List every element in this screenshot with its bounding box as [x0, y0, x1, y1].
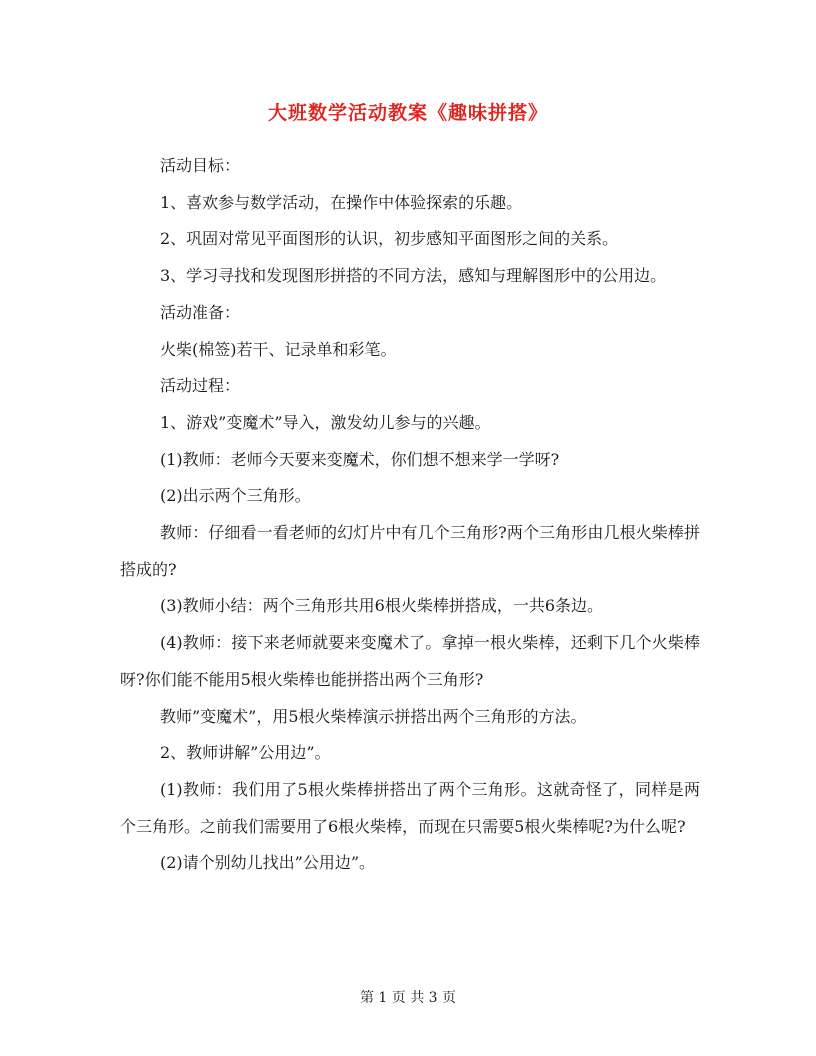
paragraph: (3)教师小结：两个三角形共用6根火柴棒拼搭成，一共6条边。 [160, 596, 604, 616]
document-title: 大班数学活动教案《趣味拼搭》 [267, 102, 548, 124]
paragraph: (2)出示两个三角形。 [160, 486, 311, 506]
paragraph: 教师：仔细看一看老师的幻灯片中有几个三角形?两个三角形由几根火柴棒拼搭成的? [120, 523, 700, 579]
paragraph: (1)教师：我们用了5根火柴棒拼搭出了两个三角形。这就奇怪了，同样是两个三角形。之前我们需要用了6根火柴棒，而现在只需要5根火柴棒呢?为什么呢? [120, 779, 700, 836]
paragraph: 3、学习寻找和发现图形拼搭的不同方法，感知与理解图形中的公用边。 [160, 266, 667, 286]
page-footer: 第 1 页 共 3 页 [359, 990, 457, 1006]
paragraph: 火柴(棉签)若干、记录单和彩笔。 [160, 339, 397, 359]
paragraph: 2、巩固对常见平面图形的认识，初步感知平面图形之间的关系。 [160, 229, 619, 249]
paragraph: 1、喜欢参与数学活动，在操作中体验探索的乐趣。 [160, 192, 523, 212]
paragraph: 1、游戏”变魔术”导入，激发幼儿参与的兴趣。 [160, 412, 491, 432]
paragraph: (1)教师：老师今天要来变魔术，你们想不想来学一学呀? [160, 449, 560, 469]
paragraph: 活动准备： [160, 302, 241, 322]
paragraph: (2)请个别幼儿找出”公用边”。 [160, 853, 376, 873]
paragraph: (4)教师：接下来老师就要来变魔术了。拿掉一根火柴棒，还剩下几个火柴棒呀?你们能不能用5根火柴棒也能拼搭出两个三角形? [120, 633, 700, 689]
document-body [120, 148, 700, 882]
paragraph: 活动目标： [160, 156, 241, 175]
paragraph: 2、教师讲解”公用边”。 [160, 743, 331, 763]
paragraph: 教师”变魔术”，用5根火柴棒演示拼搭出两个三角形的方法。 [160, 706, 587, 726]
paragraph: 活动过程： [160, 376, 241, 396]
